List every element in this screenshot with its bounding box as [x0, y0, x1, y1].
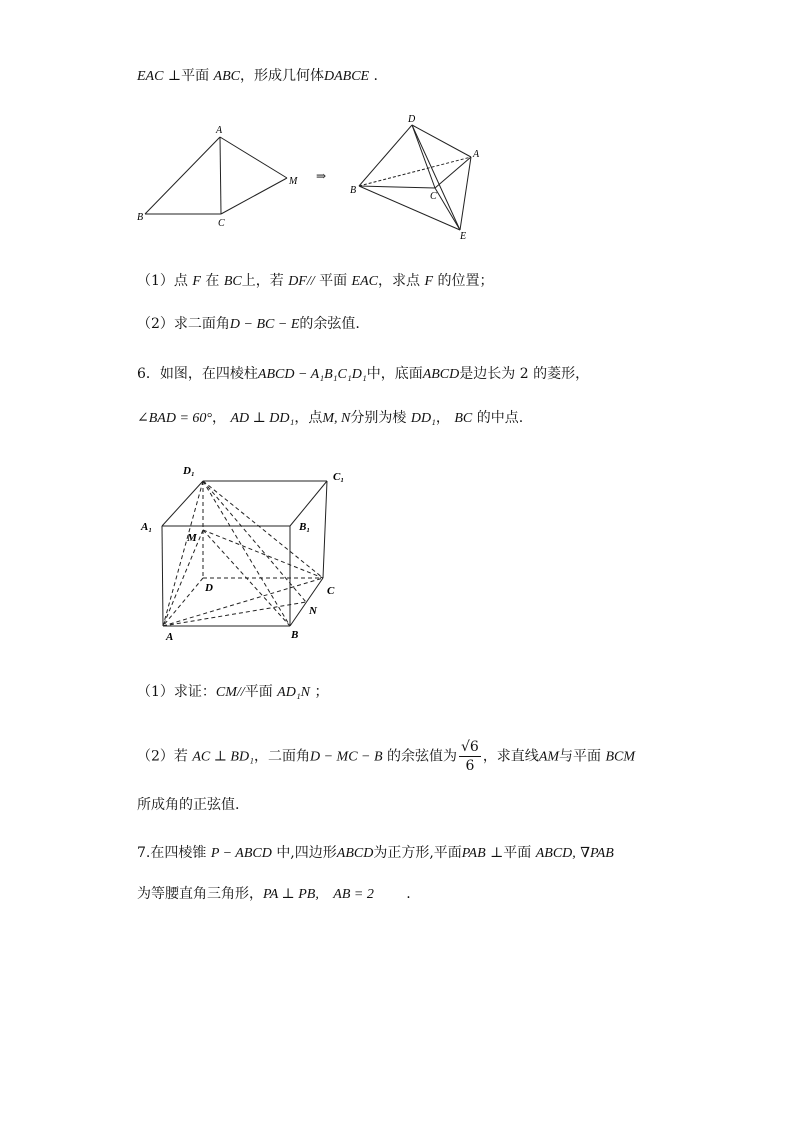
label-B: B: [291, 629, 299, 641]
q6-line2: [137, 408, 523, 429]
folded-solid: [359, 125, 471, 230]
prism-solid-edges: [162, 481, 327, 626]
prism-hidden-edges: [163, 481, 323, 626]
label-M: M: [187, 532, 197, 544]
perp-symbol: ⊥: [167, 68, 182, 84]
text: 平面: [244, 684, 273, 700]
text: ，求直线: [482, 748, 539, 765]
prism-name: ABCD − A₁B₁C₁D₁: [257, 367, 367, 382]
text: 若: [173, 748, 188, 765]
text: 在四棱锥: [150, 845, 207, 861]
text: 所成角的正弦值.: [137, 797, 240, 813]
q6-part2: [137, 738, 635, 775]
fraction: [459, 738, 481, 775]
text: ，点: [294, 410, 323, 426]
q7-line1: [137, 843, 614, 864]
text: 分别为棱: [350, 410, 407, 426]
pyramid-name: P − ABCD: [210, 846, 272, 861]
label-C-right: C: [430, 191, 437, 202]
q5-part2: [137, 314, 360, 335]
part-number: （2）: [137, 316, 174, 332]
label-C-left: C: [218, 218, 225, 229]
base-name: ABCD: [422, 367, 460, 382]
label-D-right: D: [408, 114, 416, 125]
text: 中,四边形: [276, 845, 337, 861]
text: 中，底面: [366, 366, 423, 382]
text: 在: [205, 273, 220, 289]
implies-arrow: ⇒: [316, 169, 327, 183]
triangle-pab: ∇PAB: [580, 846, 614, 861]
text: 求二面角: [173, 316, 230, 332]
solid-name: DABCE: [323, 69, 370, 84]
part-number: （1）: [137, 273, 174, 289]
text: 的菱形，: [533, 366, 590, 382]
plane-abcd: ABCD,: [535, 846, 576, 861]
length-condition: AB = 2: [333, 887, 374, 902]
text: 为等腰直角三角形，: [137, 886, 263, 902]
text: 的中点.: [476, 410, 524, 426]
folding-figure: [130, 110, 490, 245]
text: 平面: [319, 273, 348, 289]
text: 的位置；: [437, 273, 494, 289]
label-B1: B₁: [299, 521, 311, 533]
perp-condition: AC ⊥ BD₁: [192, 749, 254, 765]
q5-part1: [137, 271, 493, 292]
label-A-left: A: [216, 125, 223, 136]
label-B-right: B: [350, 185, 357, 196]
text: ，二面角: [253, 748, 310, 765]
text: 为正方形,平面: [373, 845, 462, 861]
segment-bc: BC: [223, 274, 242, 289]
label-A-right: A: [473, 149, 480, 160]
q7-line2: [137, 884, 411, 905]
intro-text-2: ，形成几何体: [239, 68, 324, 84]
text: ，: [435, 410, 450, 426]
text: 如图，在四棱柱: [159, 366, 258, 382]
plane-abc: ABC: [213, 69, 240, 84]
segment-df: DF: [288, 274, 307, 289]
label-B-left: B: [137, 212, 144, 223]
angle-bad: ∠BAD = 60°: [137, 411, 212, 426]
side-length: 2: [519, 366, 529, 382]
label-D1: D₁: [183, 465, 195, 477]
plane-pab: PAB: [461, 846, 486, 861]
plane-eac: EAC: [351, 274, 378, 289]
part-number: （1）: [137, 684, 174, 700]
perp-symbol: ⊥: [490, 845, 504, 861]
plane-bcm: BCM: [605, 749, 636, 765]
label-E-right: E: [460, 231, 467, 242]
text: ，求点: [378, 273, 420, 289]
parallel-symbol: //: [306, 274, 315, 289]
text: 平面: [503, 845, 532, 861]
perp-condition: AD ⊥ DD₁: [230, 411, 295, 426]
base-name: ABCD: [336, 846, 374, 861]
text: 的余弦值为: [386, 748, 457, 765]
fraction-numerator: √6: [460, 739, 479, 755]
label-A1: A₁: [141, 521, 153, 533]
text: 的余弦值.: [299, 316, 360, 332]
text: 求证：: [173, 684, 216, 700]
text: 点: [173, 273, 188, 289]
label-M-left: M: [289, 176, 298, 187]
text: ；: [314, 684, 329, 700]
parallel-symbol: //: [236, 685, 245, 700]
prism-figure: [135, 460, 355, 650]
text: 与平面: [559, 748, 602, 765]
edge-bc: BC: [454, 411, 473, 426]
point-f: F: [424, 274, 434, 289]
label-N: N: [309, 605, 317, 617]
text: ，: [212, 410, 226, 426]
points-mn: M, N: [322, 411, 351, 426]
edge-dd1: DD₁: [410, 411, 436, 426]
line-end: .: [406, 886, 411, 902]
q6-part2-cont: [137, 795, 239, 815]
line-cm: CM: [215, 685, 237, 700]
question-number: 6．: [137, 366, 160, 382]
q6-line1: [137, 364, 589, 385]
label-A: A: [166, 631, 174, 643]
q6-part1: [137, 682, 328, 703]
perp-condition: PA ⊥ PB,: [263, 887, 319, 902]
intro-end: .: [373, 68, 378, 84]
label-C1: C₁: [333, 471, 345, 483]
question-number: 7.: [137, 845, 151, 861]
intro-line: [137, 66, 378, 87]
label-D: D: [205, 582, 213, 594]
point-f: F: [192, 274, 201, 289]
dihedral-angle: D − MC − B: [309, 749, 383, 765]
flat-figure: [145, 137, 287, 214]
dihedral-angle: D − BC − E: [229, 317, 300, 332]
plane-ad1n: AD₁N: [277, 685, 311, 700]
text: 是边长为: [459, 366, 516, 382]
line-am: AM: [538, 749, 560, 765]
fraction-denominator: 6: [465, 758, 475, 774]
label-C: C: [327, 585, 335, 597]
intro-text: 平面: [181, 68, 210, 84]
part-number: （2）: [137, 748, 174, 765]
plane-eac: EAC: [137, 69, 164, 84]
text: 上，若: [241, 273, 284, 289]
